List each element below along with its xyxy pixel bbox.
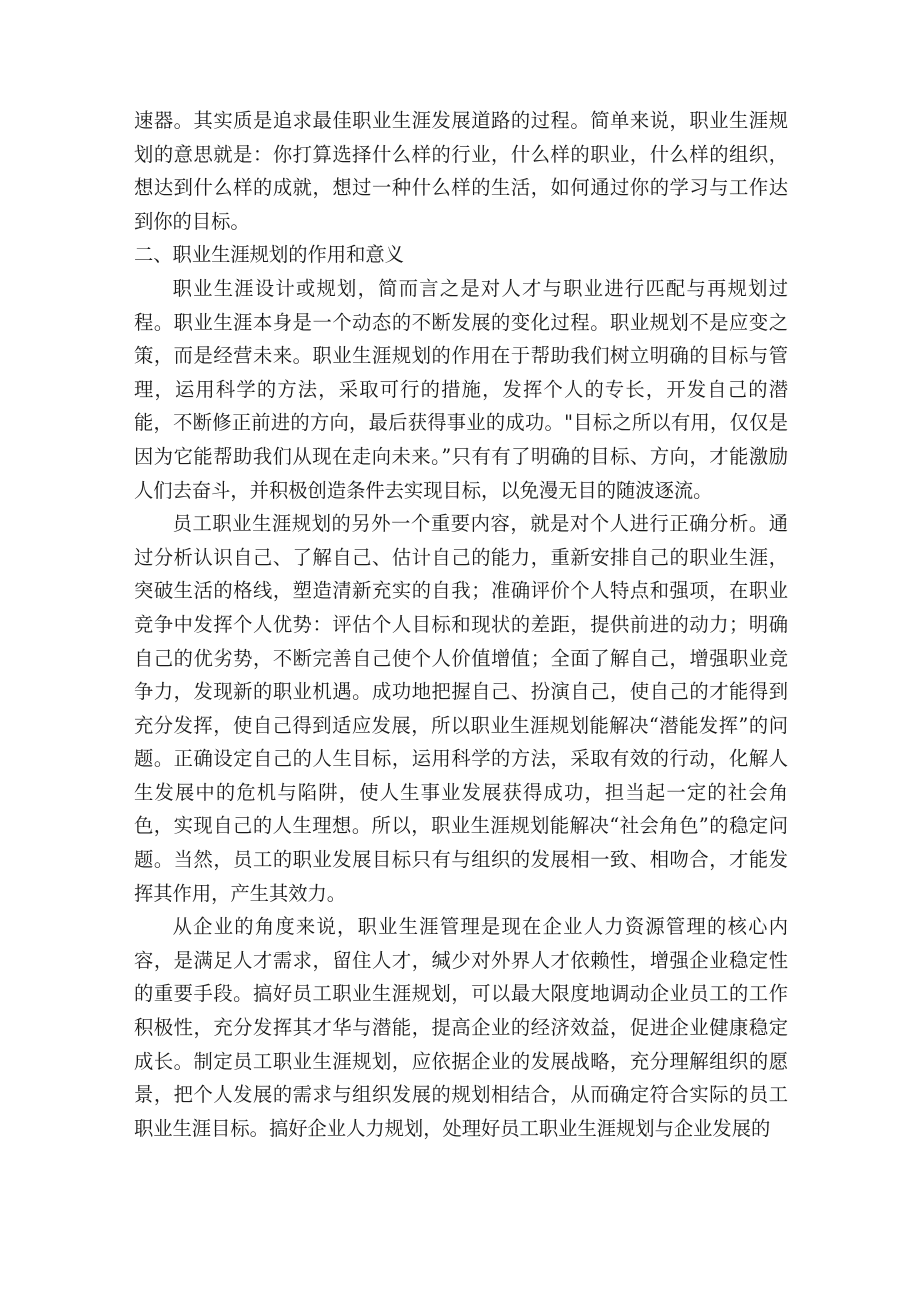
paragraph-enterprise-perspective: 从企业的角度来说，职业生涯管理是现在企业人力资源管理的核心内容，是满足人才需求，留住人才，缄少对外界人才依赖性，增强企业稳定性的重要手段。搞好员工职业生涯规划，可以最大限度地调动企业员工的工作积极性，充分发挥其才华与潜能，提高企业的经济效益，促进企业健康稳定成长。制定员工职业生涯规划，应依据企业的发展战略，充分理解组织的愿景，把个人发展的需求与组织发展的规划相结合，从而确定符合实际的员工职业生涯目标。搞好企业人力规划，处理好员工职业生涯规划与企业发展的	[134, 915, 788, 1140]
document-page	[134, 104, 788, 1145]
paragraph-self-analysis: 员工职业生涯规划的另外一个重要内容，就是对个人进行正确分析。通过分析认识自己、了解自己、估计自己的能力，重新安排自己的职业生涯，突破生活的格线，塑造清新充实的自我；准确评价个人特点和强项，在职业竞争中发挥个人优势：评估个人目标和现状的差距，提供前进的动力；明确自己的优劣势，不断完善自己使个人价值增值；全面了解自己，增强职业竞争力，发现新的职业机遇。成功地把握自己、扮演自己，使自己的才能得到充分发挥，使自己得到适应发展，所以职业生涯规划能解决“潜能发挥”的问题。正确设定自己的人生目标，运用科学的方法，采取有效的行动，化解人生发展中的危机与陷阱，使人生事业发展获得成功，担当起一定的社会角色，实现自己的人生理想。所以，职业生涯规划能解决“社会角色”的稳定问题。当然，员工的职业发展目标只有与组织的发展相一致、相吻合，才能发挥其作用，产生其效力。	[134, 512, 788, 905]
paragraph-continuation: 速器。其实质是追求最佳职业生涯发展道路的过程。简单来说，职业生涯规划的意思就是：你打算选择什么样的行业，什么样的职业，什么样的组织，想达到什么样的成就，想过一种什么样的生活，如何通过你的学习与工作达到你的目标。	[134, 109, 788, 233]
section-heading: 二、职业生涯规划的作用和意义	[134, 243, 404, 267]
paragraph-role-of-planning: 职业生涯设计或规划，简而言之是对人才与职业进行匹配与再规划过程。职业生涯本身是一个动态的不断发展的变化过程。职业规划不是应变之策，而是经营未来。职业生涯规划的作用在于帮助我们树立明确的目标与管理，运用科学的方法，采取可行的措施，发挥个人的专长，开发自己的潜能，不断修正前进的方向，最后获得事业的成功。"目标之所以有用，仅仅是因为它能帮助我们从现在走向未来。”只有有了明确的目标、方向，才能激励人们去奋斗，并积极创造条件去实现目标，以免漫无目的随波逐流。	[134, 276, 788, 502]
